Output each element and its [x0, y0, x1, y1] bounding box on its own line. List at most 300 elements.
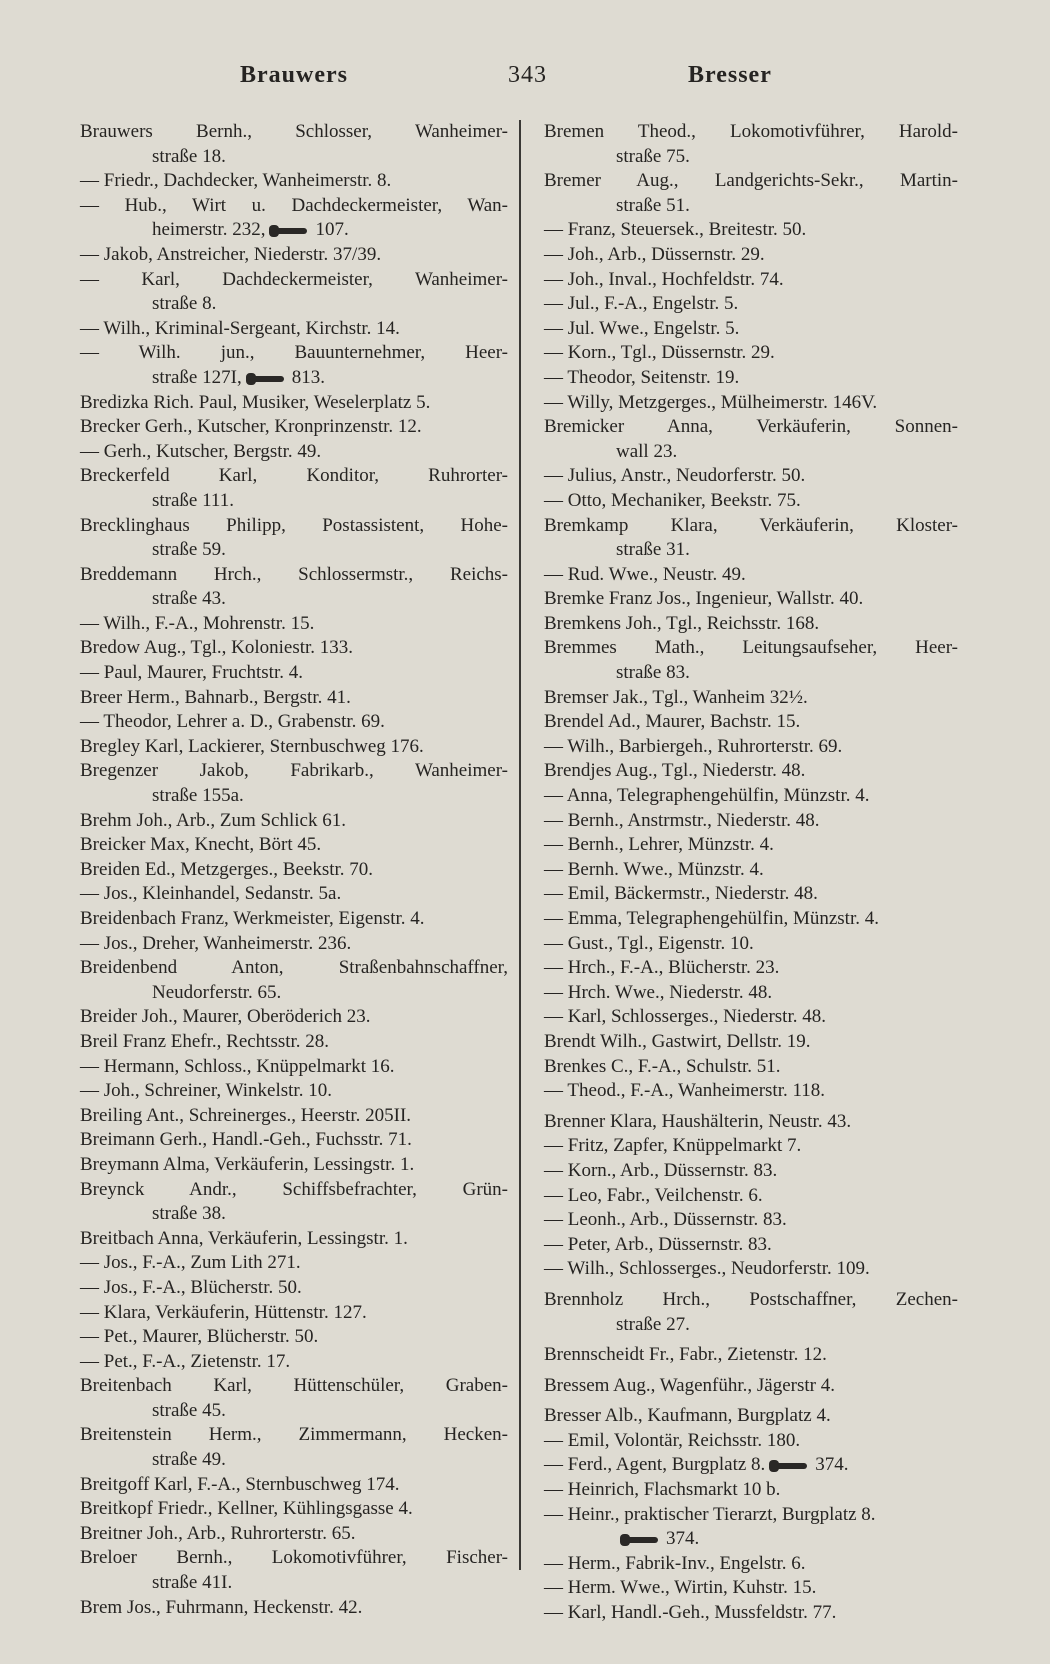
entry-line: [80, 341, 508, 366]
directory-entry: [544, 1110, 958, 1135]
entry-line: [80, 1055, 508, 1080]
phone-number: 374.: [815, 1454, 849, 1476]
entry-text: straße 43.: [152, 588, 226, 610]
directory-entry: [544, 1134, 958, 1159]
directory-entry: [80, 391, 508, 416]
entry-line: [544, 1374, 958, 1399]
directory-entry: [80, 735, 508, 760]
directory-entry: [544, 833, 958, 858]
entry-line: [544, 1110, 958, 1135]
entry-line: [544, 218, 958, 243]
right-column: [544, 120, 958, 1626]
entry-text: — Jos., Kleinhandel, Sedanstr. 5a.: [80, 883, 342, 905]
entry-text: — Jul. Wwe., Engelstr. 5.: [544, 317, 740, 339]
entry-text: — Julius, Anstr., Neudorferstr. 50.: [544, 465, 806, 487]
entry-text: straße 45.: [152, 1399, 226, 1421]
entry-text: Breitkopf Friedr., Kellner, Kühlingsgasse 4.: [80, 1498, 413, 1520]
entry-line: [544, 317, 958, 342]
entry-line: [544, 981, 958, 1006]
entry-text: Breimann Gerh., Handl.-Geh., Fuchsstr. 71.: [80, 1129, 412, 1151]
entry-line: [80, 1030, 508, 1055]
entry-continuation: [544, 440, 958, 465]
entry-text: — Heinrich, Flachsmarkt 10 b.: [544, 1479, 781, 1501]
telephone-icon: [269, 225, 309, 237]
entry-line: [80, 194, 508, 219]
entry-continuation: [544, 661, 958, 686]
entry-line: [80, 1473, 508, 1498]
entry-line: [80, 932, 508, 957]
directory-entry: [544, 956, 958, 981]
directory-entry: [544, 120, 958, 169]
entry-line: [544, 833, 958, 858]
entry-line: [544, 784, 958, 809]
entry-text: — Joh., Schreiner, Winkelstr. 10.: [80, 1080, 332, 1102]
entry-text: Bremkamp Klara, Verkäuferin, Kloster-: [544, 514, 958, 536]
entry-line: [80, 1423, 508, 1448]
entry-text: Breer Herm., Bahnarb., Bergstr. 41.: [80, 686, 351, 708]
directory-entry: [80, 612, 508, 637]
entry-text: — Jos., F.-A., Blücherstr. 50.: [80, 1276, 302, 1298]
entry-continuation: [544, 538, 958, 563]
directory-entry: [80, 514, 508, 563]
entry-continuation: [80, 292, 508, 317]
entry-text: Bremmes Math., Leitungsaufseher, Heer-: [544, 637, 958, 659]
directory-entry: [80, 415, 508, 440]
entry-line: [544, 120, 958, 145]
entry-text: — Willy, Metzgerges., Mülheimerstr. 146V.: [544, 391, 878, 413]
directory-entry: [80, 1251, 508, 1276]
left-column: [80, 120, 508, 1620]
entry-text: Breitenbach Karl, Hüttenschüler, Graben-: [80, 1375, 508, 1397]
entry-text: — Peter, Arb., Düssernstr. 83.: [544, 1233, 772, 1255]
directory-entry: [80, 268, 508, 317]
entry-line: [544, 514, 958, 539]
directory-entry: [80, 759, 508, 808]
entry-line: [80, 440, 508, 465]
directory-entry: [544, 1288, 958, 1337]
entry-text: — Theodor, Seitenstr. 19.: [544, 366, 740, 388]
directory-entry: [544, 366, 958, 391]
directory-entry: [80, 858, 508, 883]
entry-text: Breider Joh., Maurer, Oberöderich 23.: [80, 1006, 371, 1028]
entry-line: [80, 686, 508, 711]
entry-line: [544, 1233, 958, 1258]
directory-entry: [80, 932, 508, 957]
directory-entry: [80, 636, 508, 661]
directory-entry: [544, 1552, 958, 1577]
entry-text: — Karl, Handl.-Geh., Mussfeldstr. 77.: [544, 1602, 837, 1624]
entry-text: — Joh., Inval., Hochfeldstr. 74.: [544, 268, 784, 290]
entry-continuation: [544, 1313, 958, 1338]
directory-entry: [544, 1257, 958, 1282]
directory-entry: [80, 1473, 508, 1498]
entry-continuation: [80, 1571, 508, 1596]
entry-text: — Jos., F.-A., Zum Lith 271.: [80, 1252, 301, 1274]
entry-text: Bresser Alb., Kaufmann, Burgplatz 4.: [544, 1405, 831, 1427]
telephone-icon: [246, 373, 286, 385]
entry-line: [544, 1453, 958, 1478]
entry-line: [544, 366, 958, 391]
directory-entry: [80, 169, 508, 194]
entry-line: [80, 1227, 508, 1252]
directory-entry: [544, 636, 958, 685]
entry-line: [544, 1184, 958, 1209]
entry-text: Brendt Wilh., Gastwirt, Dellstr. 19.: [544, 1030, 811, 1052]
entry-text: Breddemann Hrch., Schlossermstr., Reichs-: [80, 563, 508, 585]
directory-entry: [544, 809, 958, 834]
entry-text: Brenkes C., F.-A., Schulstr. 51.: [544, 1055, 781, 1077]
entry-line: [80, 858, 508, 883]
entry-text: — Hub., Wirt u. Dachdeckermeister, Wan-: [80, 194, 508, 216]
entry-text: Bremke Franz Jos., Ingenieur, Wallstr. 40.: [544, 588, 864, 610]
directory-entry: [80, 661, 508, 686]
entry-text: — Leonh., Arb., Düssernstr. 83.: [544, 1209, 787, 1231]
directory-entry: [544, 587, 958, 612]
entry-text: Breckerfeld Karl, Konditor, Ruhrorter-: [80, 465, 508, 487]
entry-text: — Bernh. Wwe., Münzstr. 4.: [544, 858, 764, 880]
entry-text: — Wilh. jun., Bauunternehmer, Heer-: [80, 342, 508, 364]
entry-text: Breil Franz Ehefr., Rechtsstr. 28.: [80, 1030, 330, 1052]
entry-line: [544, 243, 958, 268]
entry-line: [544, 686, 958, 711]
entry-text: Bregenzer Jakob, Fabrikarb., Wanheimer-: [80, 760, 508, 782]
entry-line: [544, 882, 958, 907]
entry-line: [80, 1005, 508, 1030]
entry-line: [80, 1104, 508, 1129]
entry-line: [544, 759, 958, 784]
entry-line: [544, 1601, 958, 1626]
entry-line: [80, 1178, 508, 1203]
directory-entry: [544, 1404, 958, 1429]
entry-line: [544, 710, 958, 735]
directory-entry: [544, 1503, 958, 1552]
entry-line: [80, 759, 508, 784]
entry-text: Bremer Aug., Landgerichts-Sekr., Martin-: [544, 170, 958, 192]
directory-entry: [544, 907, 958, 932]
entry-line: [544, 636, 958, 661]
entry-line: [80, 415, 508, 440]
entry-line: [544, 1478, 958, 1503]
directory-entry: [80, 1423, 508, 1472]
entry-line: [80, 1522, 508, 1547]
entry-text: — Herm., Fabrik-Inv., Engelstr. 6.: [544, 1552, 806, 1574]
entry-continuation: [80, 218, 508, 243]
entry-line: [544, 1343, 958, 1368]
entry-text: — Gerh., Kutscher, Bergstr. 49.: [80, 440, 322, 462]
entry-text: — Emma, Telegraphengehülfin, Münzstr. 4.: [544, 908, 879, 929]
entry-continuation: [544, 194, 958, 219]
entry-line: [544, 612, 958, 637]
entry-line: [544, 1257, 958, 1282]
entry-text: — Anna, Telegraphengehülfin, Münzstr. 4.: [544, 785, 870, 807]
entry-text: straße 49.: [152, 1449, 226, 1471]
entry-line: [544, 169, 958, 194]
entry-text: — Theod., F.-A., Wanheimerstr. 118.: [544, 1080, 826, 1102]
entry-text: — Rud. Wwe., Neustr. 49.: [544, 563, 746, 585]
directory-entry: [80, 1227, 508, 1252]
directory-entry: [80, 1374, 508, 1423]
directory-entry: [544, 1233, 958, 1258]
entry-text: Brenner Klara, Haushälterin, Neustr. 43.: [544, 1110, 852, 1132]
entry-text: Breicker Max, Knecht, Bört 45.: [80, 834, 322, 856]
entry-text: Brauwers Bernh., Schlosser, Wanheimer-: [80, 121, 508, 142]
entry-line: [80, 1153, 508, 1178]
directory-entry: [80, 1546, 508, 1595]
entry-line: [544, 1288, 958, 1313]
directory-entry: [544, 612, 958, 637]
entry-text: Breitgoff Karl, F.-A., Sternbuschweg 174.: [80, 1473, 400, 1495]
directory-entry: [80, 563, 508, 612]
running-head-left: Brauwers: [240, 62, 348, 88]
entry-line: [80, 514, 508, 539]
entry-continuation: [80, 489, 508, 514]
entry-text: Brecklinghaus Philipp, Postassistent, Hohe-: [80, 514, 508, 536]
entry-line: [80, 1596, 508, 1621]
directory-entry: [544, 759, 958, 784]
entry-text: — Bernh., Lehrer, Münzstr. 4.: [544, 834, 774, 856]
entry-text: wall 23.: [616, 440, 678, 462]
entry-continuation: [80, 1448, 508, 1473]
entry-line: [80, 1546, 508, 1571]
entry-text: straße 31.: [616, 539, 690, 561]
entry-text: heimerstr. 232,: [152, 219, 266, 241]
directory-entry: [80, 907, 508, 932]
entry-text: — Korn., Arb., Düssernstr. 83.: [544, 1159, 778, 1181]
directory-entry: [80, 1178, 508, 1227]
entry-line: [544, 1552, 958, 1577]
entry-line: [544, 587, 958, 612]
entry-line: [80, 268, 508, 293]
entry-line: [544, 563, 958, 588]
entry-text: — Karl, Dachdeckermeister, Wanheimer-: [80, 268, 508, 290]
directory-entry: [80, 1128, 508, 1153]
directory-entry: [544, 981, 958, 1006]
directory-entry: [544, 735, 958, 760]
directory-entry: [80, 1030, 508, 1055]
directory-entry: [80, 341, 508, 390]
entry-text: Brendjes Aug., Tgl., Niederstr. 48.: [544, 760, 806, 782]
entry-line: [80, 1128, 508, 1153]
entry-text: Brennscheidt Fr., Fabr., Zietenstr. 12.: [544, 1344, 827, 1366]
entry-text: — Herm. Wwe., Wirtin, Kuhstr. 15.: [544, 1577, 817, 1599]
entry-text: Breloer Bernh., Lokomotivführer, Fischer-: [80, 1547, 508, 1569]
entry-line: [544, 1005, 958, 1030]
entry-text: — Heinr., praktischer Tierarzt, Burgplatz 8.: [544, 1503, 876, 1525]
directory-entry: [544, 464, 958, 489]
entry-text: — Gust., Tgl., Eigenstr. 10.: [544, 932, 754, 954]
entry-text: — Bernh., Anstrmstr., Niederstr. 48.: [544, 809, 820, 831]
entry-line: [544, 809, 958, 834]
entry-text: — Jul., F.-A., Engelstr. 5.: [544, 293, 739, 315]
entry-line: [80, 636, 508, 661]
entry-text: — Friedr., Dachdecker, Wanheimerstr. 8.: [80, 170, 392, 192]
directory-entry: [80, 833, 508, 858]
directory-entry: [544, 1576, 958, 1601]
entry-line: [544, 1134, 958, 1159]
entry-text: — Hermann, Schloss., Knüppelmarkt 16.: [80, 1055, 395, 1077]
directory-entry: [544, 1208, 958, 1233]
entry-text: straße 75.: [616, 145, 690, 167]
entry-line: [80, 120, 508, 145]
entry-text: Brendel Ad., Maurer, Bachstr. 15.: [544, 711, 801, 733]
directory-entry: [544, 514, 958, 563]
column-divider: [519, 120, 521, 1570]
directory-entry: [80, 1522, 508, 1547]
entry-line: [544, 1576, 958, 1601]
entry-line: [544, 1404, 958, 1429]
entry-line: [80, 464, 508, 489]
directory-entry: [544, 784, 958, 809]
entry-line: [544, 1079, 958, 1104]
directory-entry: [80, 956, 508, 1005]
entry-text: Breiden Ed., Metzgerges., Beekstr. 70.: [80, 858, 374, 880]
directory-entry: [80, 317, 508, 342]
entry-line: [80, 956, 508, 981]
phone-number: 107.: [315, 219, 349, 241]
entry-continuation: [544, 145, 958, 170]
directory-entry: [544, 882, 958, 907]
entry-text: straße 8.: [152, 293, 217, 315]
directory-entry: [544, 1374, 958, 1399]
entry-text: — Korn., Tgl., Düssernstr. 29.: [544, 342, 775, 364]
directory-entry: [544, 317, 958, 342]
directory-entry: [544, 1601, 958, 1626]
directory-entry: [80, 1301, 508, 1326]
entry-text: straße 127I,: [152, 366, 242, 388]
entry-text: Bremser Jak., Tgl., Wanheim 32½.: [544, 686, 808, 708]
directory-entry: [80, 1276, 508, 1301]
entry-text: Breitenstein Herm., Zimmermann, Hecken-: [80, 1424, 508, 1446]
entry-text: straße 18.: [152, 145, 226, 167]
entry-text: Brennholz Hrch., Postschaffner, Zechen-: [544, 1288, 958, 1310]
entry-text: Bressem Aug., Wagenführ., Jägerstr 4.: [544, 1374, 835, 1396]
entry-text: — Wilh., F.-A., Mohrenstr. 15.: [80, 612, 315, 634]
directory-entry: [80, 809, 508, 834]
entry-text: Bregley Karl, Lackierer, Sternbuschweg 176.: [80, 735, 424, 757]
entry-text: — Hrch. Wwe., Niederstr. 48.: [544, 981, 773, 1003]
telephone-icon: [769, 1460, 809, 1472]
entry-text: Breidenbend Anton, Straßenbahnschaffner,: [80, 957, 508, 979]
directory-entry: [544, 292, 958, 317]
entry-text: Breitner Joh., Arb., Ruhrorterstr. 65.: [80, 1522, 356, 1544]
entry-text: — Pet., F.-A., Zietenstr. 17.: [80, 1350, 291, 1372]
directory-entry: [544, 489, 958, 514]
directory-entry: [544, 243, 958, 268]
entry-line: [80, 710, 508, 735]
entry-line: [80, 1251, 508, 1276]
entry-line: [544, 1030, 958, 1055]
directory-entry: [544, 1343, 958, 1368]
directory-entry: [544, 1429, 958, 1454]
entry-text: straße 38.: [152, 1203, 226, 1225]
entry-line: [544, 268, 958, 293]
entry-text: straße 27.: [616, 1313, 690, 1335]
directory-entry: [80, 882, 508, 907]
entry-line: [544, 489, 958, 514]
entry-line: [80, 1276, 508, 1301]
directory-entry: [80, 1005, 508, 1030]
phone-number: 813.: [291, 366, 325, 388]
directory-entry: [544, 1030, 958, 1055]
directory-entry: [544, 1184, 958, 1209]
entry-continuation: [80, 1202, 508, 1227]
entry-text: Breiling Ant., Schreinerges., Heerstr. 205II.: [80, 1104, 412, 1126]
directory-entry: [80, 710, 508, 735]
directory-entry: [80, 1596, 508, 1621]
entry-text: — Otto, Mechaniker, Beekstr. 75.: [544, 489, 801, 511]
entry-line: [80, 1301, 508, 1326]
directory-entry: [80, 440, 508, 465]
page-number: 343: [508, 62, 547, 88]
entry-text: Bremkens Joh., Tgl., Reichsstr. 168.: [544, 612, 820, 634]
entry-text: — Wilh., Schlosserges., Neudorferstr. 109.: [544, 1258, 870, 1280]
entry-text: — Emil, Bäckermstr., Niederstr. 48.: [544, 883, 818, 905]
directory-entry: [544, 1159, 958, 1184]
entry-line: [80, 1325, 508, 1350]
entry-continuation: [80, 366, 508, 391]
directory-entry: [80, 1055, 508, 1080]
entry-line: [80, 317, 508, 342]
entry-text: — Paul, Maurer, Fruchtstr. 4.: [80, 662, 303, 684]
entry-text: — Joh., Arb., Düssernstr. 29.: [544, 243, 765, 265]
directory-entry: [544, 1453, 958, 1478]
entry-continuation: [80, 981, 508, 1006]
entry-text: straße 83.: [616, 662, 690, 684]
entry-line: [544, 464, 958, 489]
directory-entry: [544, 268, 958, 293]
entry-line: [544, 391, 958, 416]
entry-line: [544, 1159, 958, 1184]
entry-text: — Ferd., Agent, Burgplatz 8.: [544, 1454, 766, 1476]
entry-line: [80, 612, 508, 637]
entry-text: Breitbach Anna, Verkäuferin, Lessingstr. 1.: [80, 1227, 408, 1249]
directory-entry: [544, 932, 958, 957]
entry-line: [80, 243, 508, 268]
entry-text: Brem Jos., Fuhrmann, Heckenstr. 42.: [80, 1596, 363, 1618]
entry-continuation: [80, 1399, 508, 1424]
entry-line: [544, 341, 958, 366]
entry-text: — Wilh., Kriminal-Sergeant, Kirchstr. 14.: [80, 317, 400, 339]
entry-line: [80, 169, 508, 194]
entry-text: Bremicker Anna, Verkäuferin, Sonnen-: [544, 416, 958, 438]
directory-entry: [80, 1325, 508, 1350]
entry-line: [80, 735, 508, 760]
entry-line: [544, 907, 958, 932]
directory-entry: [544, 1478, 958, 1503]
entry-line: [80, 907, 508, 932]
entry-continuation: [80, 538, 508, 563]
directory-entry: [544, 218, 958, 243]
entry-line: [80, 1079, 508, 1104]
entry-line: [80, 833, 508, 858]
entry-text: Brehm Joh., Arb., Zum Schlick 61.: [80, 809, 346, 831]
entry-text: — Karl, Schlosserges., Niederstr. 48.: [544, 1006, 826, 1028]
directory-entry: [80, 243, 508, 268]
entry-text: straße 51.: [616, 194, 690, 216]
entry-text: Breidenbach Franz, Werkmeister, Eigenstr. 4.: [80, 908, 425, 929]
entry-text: — Franz, Steuersek., Breitestr. 50.: [544, 219, 807, 241]
directory-entry: [80, 1153, 508, 1178]
directory-entry: [544, 341, 958, 366]
directory-entry: [80, 1104, 508, 1129]
entry-line: [80, 661, 508, 686]
entry-line: [80, 1350, 508, 1375]
entry-continuation: [80, 145, 508, 170]
entry-continuation: [80, 587, 508, 612]
entry-continuation: [80, 784, 508, 809]
entry-text: — Jakob, Anstreicher, Niederstr. 37/39.: [80, 243, 382, 265]
entry-line: [80, 882, 508, 907]
